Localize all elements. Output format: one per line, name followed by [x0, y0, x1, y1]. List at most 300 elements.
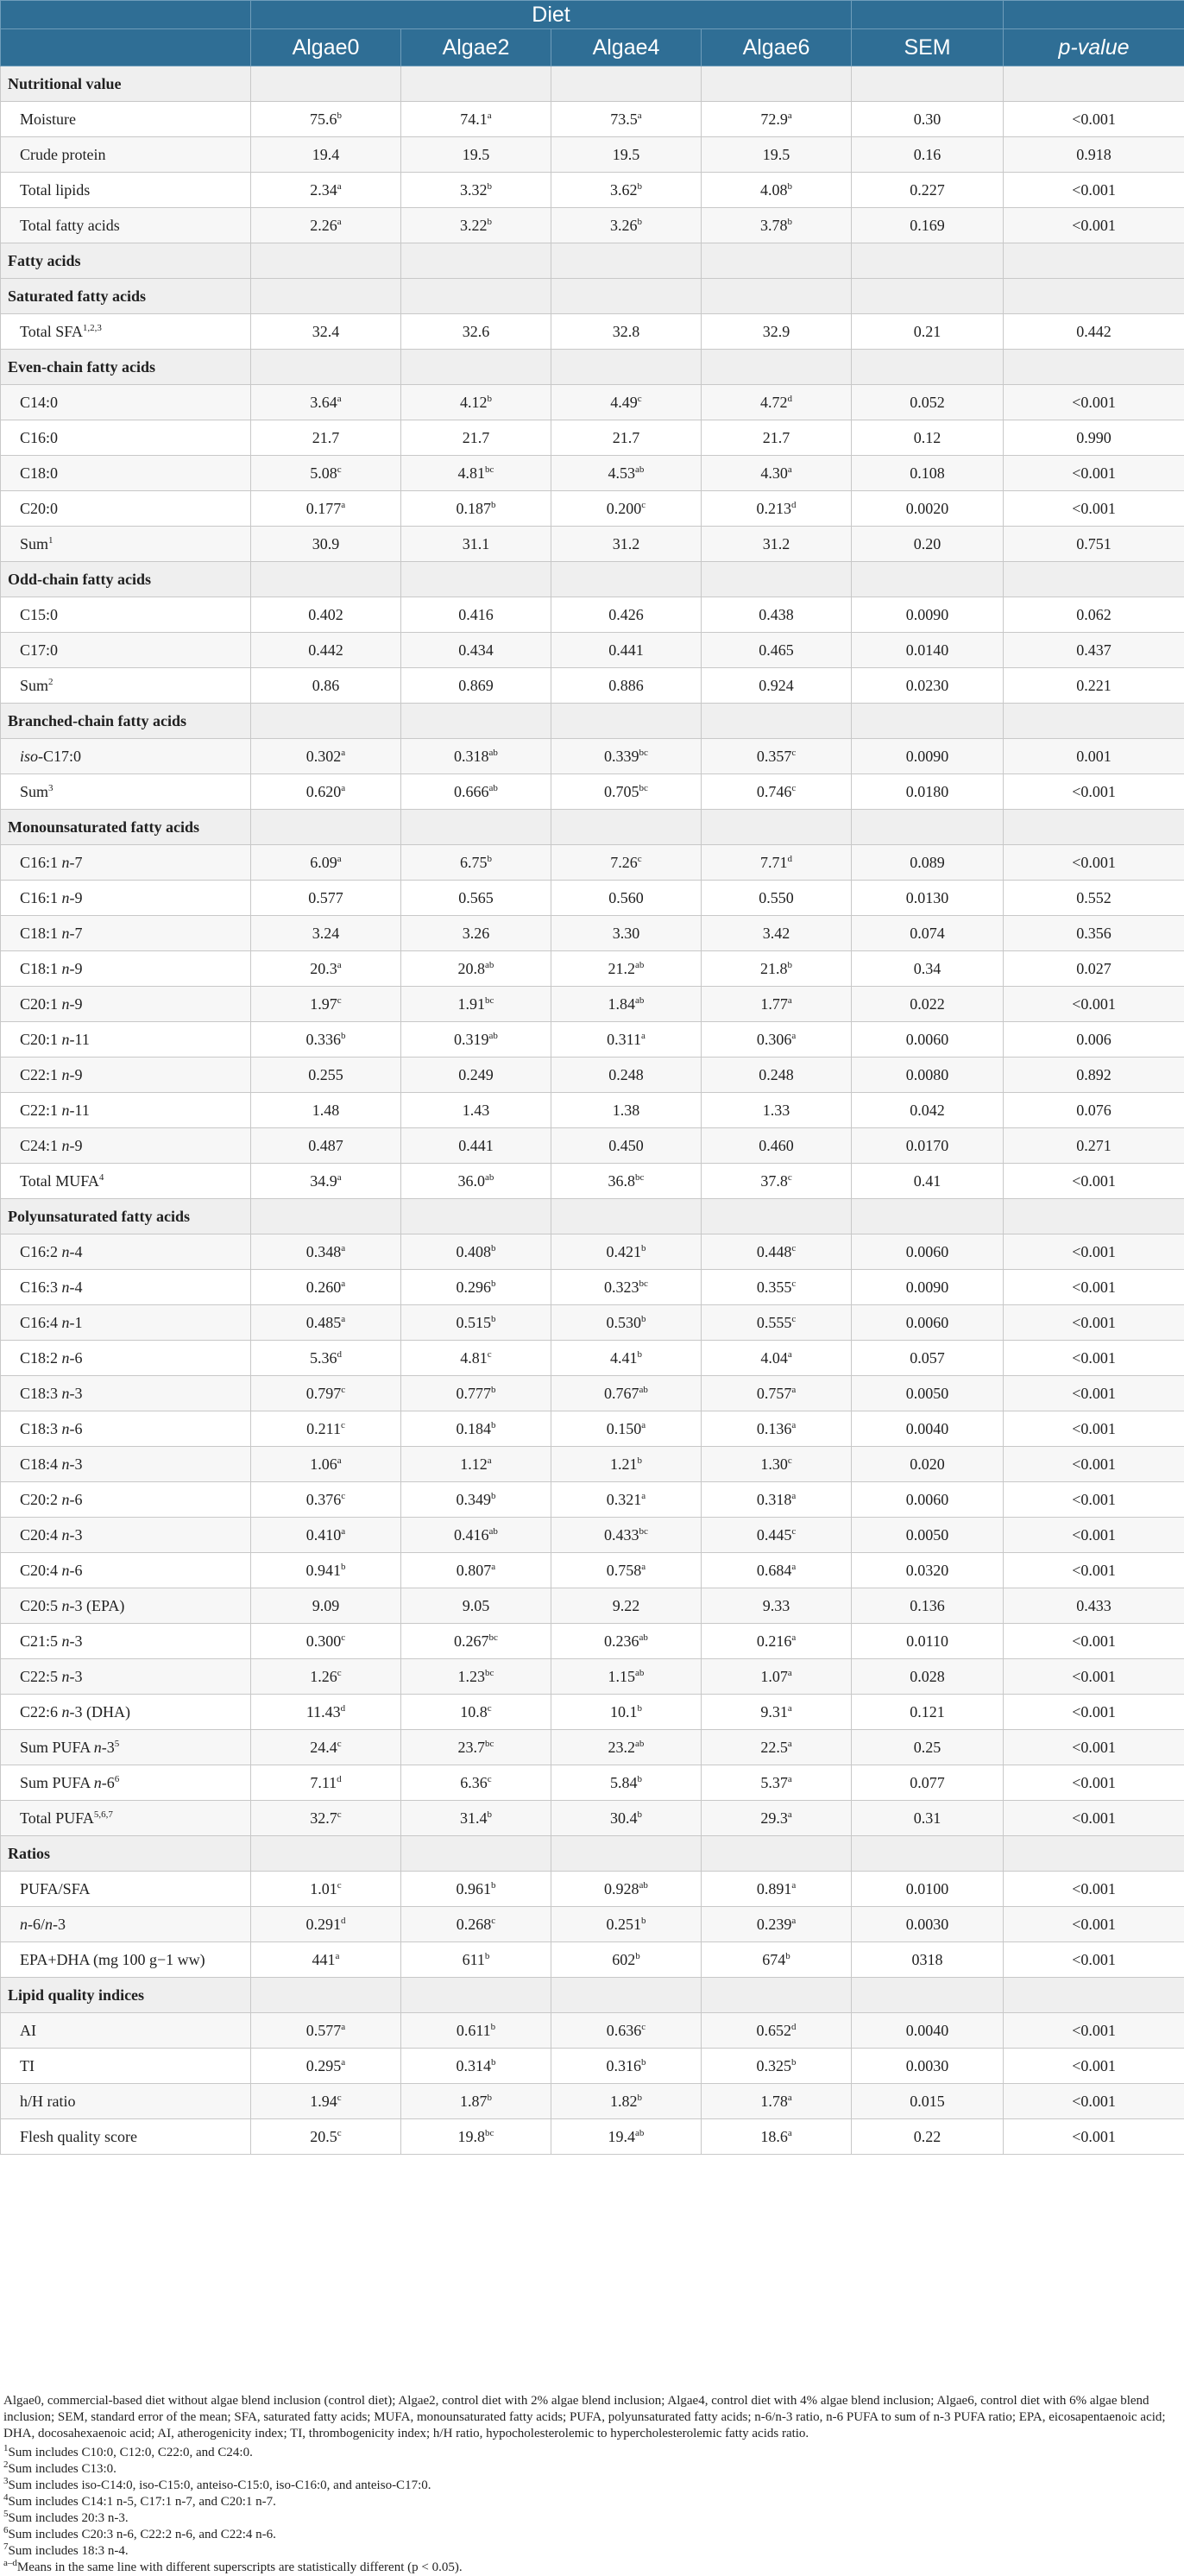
value-superscript: ab: [635, 1668, 644, 1678]
empty-cell: [1004, 1978, 1184, 2013]
value-cell: [702, 951, 852, 987]
value-cell: [401, 1093, 551, 1128]
sem-cell: [852, 1305, 1004, 1341]
value-superscript: ab: [639, 1632, 648, 1643]
p-value-text: 0.221: [1076, 677, 1112, 694]
section-title-text: Lipid quality indices: [8, 1986, 144, 2004]
value-cell: [702, 1801, 852, 1836]
footnote-abbreviations: Algae0, commercial-based diet without algae blend inclusion (control diet); Algae2, control diet with 2% algae blend inclusion; Algae4, control diet with 4% algae blend inclusion; Algae6, control diet with 6% algae blend inclusion; SEM, standard error of the mean; SFA, saturated fatty acids; MUFA, monounsaturated fatty acids; PUFA, polyunsaturated fatty acids; n-6/n-3 ratio, n-6 PUFA to sum of n-3 PUFA ratio; EPA, eicosapentaenoic acid; DHA, docosahexaenoic acid; AI, atherogenicity index; TI, thrombogenicity index; h/H ratio, hypocholesterolemic to hypercholesterolemic fatty acids ratio.: [3, 2393, 1179, 2442]
sem-text: 0.089: [910, 854, 945, 871]
p-value-text: 0.027: [1076, 960, 1112, 977]
value-text: 1.84: [608, 995, 636, 1013]
value-text: 30.4: [610, 1809, 638, 1827]
label-text: C16:1: [20, 889, 58, 906]
footnote-text: Sum includes C13:0.: [9, 2462, 117, 2476]
p-value-cell: [1004, 2049, 1184, 2084]
value-cell: [251, 456, 401, 491]
table-row: [1, 1376, 1184, 1411]
sem-text: 0.0040: [906, 2022, 949, 2039]
row-label: [1, 1942, 251, 1978]
value-superscript: a: [791, 1916, 796, 1926]
value-superscript: a: [341, 1243, 345, 1253]
table-row: [1, 951, 1184, 987]
value-text: 0.150: [607, 1420, 642, 1437]
value-superscript: ab: [489, 748, 498, 758]
sem-text: 0.30: [914, 110, 942, 128]
value-cell: [401, 916, 551, 951]
sem-text: 0318: [912, 1951, 943, 1968]
value-superscript: a: [791, 1632, 796, 1643]
value-superscript: c: [337, 1880, 342, 1891]
label-tail: -3: [102, 1739, 115, 1756]
value-superscript: c: [341, 1420, 345, 1430]
empty-cell: [551, 1978, 702, 2013]
empty-cell: [852, 1836, 1004, 1872]
section-title-text: Saturated fatty acids: [8, 287, 146, 305]
value-text: 6.09: [310, 854, 337, 871]
p-value-cell: [1004, 845, 1184, 881]
value-text: 9.09: [312, 1597, 340, 1614]
value-text: 19.4: [608, 2128, 636, 2145]
value-cell: [401, 102, 551, 137]
section-title-text: Fatty acids: [8, 252, 81, 269]
value-cell: [702, 491, 852, 527]
sem-cell: [852, 2084, 1004, 2119]
value-text: 0.869: [458, 677, 494, 694]
label-text: C18:4: [20, 1455, 58, 1473]
value-text: 0.426: [608, 606, 644, 623]
p-value-text: <0.001: [1072, 1809, 1116, 1827]
p-value-header-text: p-value: [1059, 35, 1130, 60]
value-cell: [401, 1695, 551, 1730]
value-superscript: a: [788, 995, 792, 1006]
value-superscript: b: [488, 1809, 493, 1820]
value-text: 18.6: [760, 2128, 788, 2145]
value-text: 1.12: [460, 1455, 488, 1473]
value-cell: [702, 1411, 852, 1447]
label-text: C16:3: [20, 1279, 58, 1296]
empty-cell: [1004, 279, 1184, 314]
label-text: C16:2: [20, 1243, 58, 1260]
value-text: 19.5: [613, 146, 640, 163]
value-cell: [702, 1058, 852, 1093]
value-cell: [702, 739, 852, 774]
value-superscript: d: [341, 1703, 346, 1714]
value-superscript: c: [638, 854, 642, 864]
sem-text: 0.015: [910, 2093, 945, 2110]
p-value-cell: [1004, 1411, 1184, 1447]
value-cell: [551, 173, 702, 208]
value-superscript: ab: [635, 960, 644, 970]
value-text: 3.62: [610, 181, 638, 199]
value-cell: [401, 420, 551, 456]
label-tail: -1: [70, 1314, 83, 1331]
p-value-text: 0.892: [1076, 1066, 1112, 1083]
p-value-cell: [1004, 385, 1184, 420]
sem-cell: [852, 1659, 1004, 1695]
value-text: 0.515: [457, 1314, 492, 1331]
value-cell: [551, 314, 702, 350]
table-row: [1, 774, 1184, 810]
value-superscript: a: [788, 1349, 792, 1360]
value-superscript: b: [488, 217, 493, 227]
value-text: 1.33: [763, 1102, 790, 1119]
value-text: 10.1: [610, 1703, 638, 1720]
value-cell: [702, 881, 852, 916]
section-title: [1, 1978, 251, 2013]
footnote-item: [3, 2510, 1179, 2527]
sem-cell: [852, 173, 1004, 208]
row-label: [1, 1659, 251, 1695]
value-text: 0.941: [306, 1562, 342, 1579]
value-superscript: a: [341, 2022, 345, 2032]
value-text: 20.5: [310, 2128, 337, 2145]
value-superscript: c: [337, 995, 342, 1006]
value-cell: [551, 1341, 702, 1376]
p-value-text: <0.001: [1072, 181, 1116, 199]
value-text: 6.75: [460, 854, 488, 871]
value-text: 19.5: [463, 146, 490, 163]
value-cell: [251, 1659, 401, 1695]
value-superscript: a: [641, 1562, 646, 1572]
label-text: Sum: [20, 783, 48, 800]
empty-cell: [551, 66, 702, 102]
section-row: [1, 704, 1184, 739]
value-text: 0.402: [308, 606, 343, 623]
row-label: [1, 1624, 251, 1659]
value-text: 0.620: [306, 783, 342, 800]
p-value-text: <0.001: [1072, 500, 1116, 517]
sem-cell: [852, 1765, 1004, 1801]
sem-text: 0.0030: [906, 1916, 949, 1933]
value-cell: [702, 2119, 852, 2155]
value-text: 1.78: [760, 2093, 788, 2110]
value-text: 5.36: [310, 1349, 337, 1367]
label-tail: -9: [70, 960, 83, 977]
empty-cell: [251, 243, 401, 279]
value-text: 24.4: [310, 1739, 337, 1756]
empty-cell: [1004, 243, 1184, 279]
value-text: 7.26: [610, 854, 638, 871]
label-text: h/H ratio: [20, 2093, 76, 2110]
value-superscript: b: [485, 1951, 490, 1961]
empty-cell: [852, 1978, 1004, 2013]
label-italic-n: n: [62, 960, 70, 977]
footnote-text: Sum includes C14:1 n-5, C17:1 n-7, and C20:1 n-7.: [9, 2495, 276, 2509]
value-cell: [251, 1765, 401, 1801]
value-cell: [401, 314, 551, 350]
sem-cell: [852, 1128, 1004, 1164]
table-row: [1, 1624, 1184, 1659]
value-text: 19.5: [763, 146, 790, 163]
p-value-cell: [1004, 2013, 1184, 2049]
value-text: 0.267: [454, 1632, 489, 1650]
value-cell: [702, 137, 852, 173]
value-cell: [551, 1058, 702, 1093]
p-value-text: <0.001: [1072, 1632, 1116, 1650]
value-text: 0.705: [604, 783, 639, 800]
label-text: EPA+DHA (mg 100 g−1 ww): [20, 1951, 205, 1968]
value-text: 0.318: [757, 1491, 792, 1508]
p-value-text: <0.001: [1072, 1420, 1116, 1437]
value-cell: [551, 2013, 702, 2049]
value-cell: [401, 987, 551, 1022]
table-row: [1, 1128, 1184, 1164]
label-text: C18:1: [20, 925, 58, 942]
value-superscript: bc: [485, 464, 494, 475]
empty-cell: [401, 562, 551, 597]
empty-cell: [551, 350, 702, 385]
label-italic-n: n: [62, 1279, 70, 1296]
p-value-text: 0.552: [1076, 889, 1112, 906]
value-text: 0.336: [306, 1031, 342, 1048]
value-superscript: b: [791, 2057, 797, 2068]
p-value-text: <0.001: [1072, 2022, 1116, 2039]
p-value-cell: [1004, 527, 1184, 562]
sem-text: 0.20: [914, 535, 942, 552]
value-cell: [401, 739, 551, 774]
p-value-text: 0.990: [1076, 429, 1112, 446]
value-text: 441: [312, 1951, 336, 1968]
footnote-mark: 3: [3, 2476, 9, 2486]
value-superscript: ab: [635, 464, 644, 475]
label-text: Total lipids: [20, 181, 90, 199]
section-title-text: Ratios: [8, 1845, 50, 1862]
value-superscript: bc: [639, 783, 648, 793]
row-label: [1, 881, 251, 916]
value-text: 5.84: [610, 1774, 638, 1791]
value-cell: [401, 137, 551, 173]
section-row: [1, 1199, 1184, 1234]
label-italic-n: n: [45, 1916, 53, 1933]
p-value-text: <0.001: [1072, 1491, 1116, 1508]
value-cell: [251, 1482, 401, 1518]
value-superscript: c: [488, 1349, 492, 1360]
value-text: 10.8: [460, 1703, 488, 1720]
value-cell: [401, 2049, 551, 2084]
label-text: Crude protein: [20, 146, 105, 163]
row-label: [1, 2049, 251, 2084]
section-title-text: Polyunsaturated fatty acids: [8, 1208, 190, 1225]
header-empty-cell: [1, 1, 251, 29]
value-superscript: c: [337, 464, 342, 475]
p-value-text: 0.006: [1076, 1031, 1112, 1048]
value-text: 0.268: [457, 1916, 492, 1933]
row-label: [1, 1058, 251, 1093]
value-text: 0.239: [757, 1916, 792, 1933]
label-tail: -6: [70, 1349, 83, 1367]
value-text: 0.211: [306, 1420, 341, 1437]
p-value-cell: [1004, 173, 1184, 208]
value-cell: [401, 1942, 551, 1978]
row-label: [1, 1588, 251, 1624]
p-value-cell: [1004, 1624, 1184, 1659]
value-text: 0.465: [759, 641, 794, 659]
label-text: Sum PUFA: [20, 1739, 90, 1756]
value-cell: [702, 2084, 852, 2119]
label-tail: -9: [70, 1066, 83, 1083]
value-cell: [551, 1659, 702, 1695]
value-text: 0.442: [308, 641, 343, 659]
value-superscript: c: [791, 1526, 796, 1537]
value-cell: [251, 1588, 401, 1624]
p-value-text: <0.001: [1072, 217, 1116, 234]
row-label: [1, 491, 251, 527]
label-tail: -3: [53, 1916, 66, 1933]
value-text: 32.9: [763, 323, 790, 340]
sem-cell: [852, 491, 1004, 527]
value-text: 1.91: [458, 995, 486, 1013]
value-cell: [401, 1058, 551, 1093]
value-text: 0.302: [306, 748, 342, 765]
value-cell: [401, 1553, 551, 1588]
label-tail: -6: [102, 1774, 115, 1791]
label-text: C24:1: [20, 1137, 58, 1154]
sem-cell: [852, 2049, 1004, 2084]
value-cell: [551, 137, 702, 173]
value-cell: [702, 1518, 852, 1553]
p-value-text: 0.437: [1076, 641, 1112, 659]
sem-cell: [852, 668, 1004, 704]
table-row: [1, 1234, 1184, 1270]
label-tail: -9: [70, 1137, 83, 1154]
p-value-text: <0.001: [1072, 1562, 1116, 1579]
p-value-cell: [1004, 633, 1184, 668]
label-tail: -11: [70, 1031, 90, 1048]
value-text: 0.249: [458, 1066, 494, 1083]
value-cell: [401, 1659, 551, 1695]
table-row: [1, 1093, 1184, 1128]
sem-text: 0.227: [910, 181, 945, 199]
value-text: 0.746: [757, 783, 792, 800]
value-text: 0.767: [604, 1385, 639, 1402]
table-row: [1, 527, 1184, 562]
value-superscript: c: [337, 1739, 342, 1749]
value-cell: [702, 1907, 852, 1942]
p-value-cell: [1004, 1801, 1184, 1836]
value-text: 0.213: [757, 500, 792, 517]
row-label: [1, 951, 251, 987]
sem-text: 0.16: [914, 146, 942, 163]
footnote-text: Sum includes C10:0, C12:0, C22:0, and C24:0.: [9, 2446, 253, 2459]
value-text: 4.81: [460, 1349, 488, 1367]
label-italic-n: n: [62, 1066, 70, 1083]
section-row: [1, 562, 1184, 597]
value-text: 0.758: [607, 1562, 642, 1579]
value-cell: [251, 1447, 401, 1482]
header-row-columns: [1, 29, 1184, 66]
p-value-cell: [1004, 1234, 1184, 1270]
empty-cell: [1004, 350, 1184, 385]
sem-text: 0.0100: [906, 1880, 949, 1897]
row-label: [1, 1872, 251, 1907]
value-text: 0.311: [607, 1031, 641, 1048]
value-cell: [702, 1022, 852, 1058]
label-italic-n: n: [62, 1385, 70, 1402]
section-title: [1, 1836, 251, 1872]
sem-text: 0.0130: [906, 889, 949, 906]
label-tail: -3: [70, 1385, 83, 1402]
section-title: [1, 350, 251, 385]
empty-cell: [1004, 66, 1184, 102]
value-text: 1.87: [460, 2093, 488, 2110]
section-row: [1, 350, 1184, 385]
value-cell: [551, 2049, 702, 2084]
sem-text: 0.41: [914, 1172, 942, 1190]
label-tail: -3 (EPA): [70, 1597, 125, 1614]
table-row: [1, 1801, 1184, 1836]
value-text: 0.450: [608, 1137, 644, 1154]
value-text: 602: [612, 1951, 635, 1968]
sem-cell: [852, 987, 1004, 1022]
value-cell: [401, 173, 551, 208]
value-text: 4.49: [610, 394, 638, 411]
value-cell: [251, 1164, 401, 1199]
value-superscript: b: [635, 1951, 640, 1961]
section-title-text: Nutritional value: [8, 75, 122, 92]
value-text: 0.485: [306, 1314, 342, 1331]
p-value-text: <0.001: [1072, 1385, 1116, 1402]
value-superscript: d: [337, 1774, 342, 1784]
label-text: C21:5: [20, 1632, 58, 1650]
value-superscript: ab: [635, 2128, 644, 2138]
value-cell: [251, 1234, 401, 1270]
value-superscript: a: [638, 110, 642, 121]
value-superscript: bc: [489, 1632, 498, 1643]
value-cell: [401, 491, 551, 527]
footnote-list: [3, 2445, 1179, 2576]
table-row: [1, 314, 1184, 350]
sem-cell: [852, 456, 1004, 491]
value-cell: [251, 1341, 401, 1376]
value-text: 21.7: [613, 429, 640, 446]
value-text: 0.438: [759, 606, 794, 623]
empty-cell: [401, 350, 551, 385]
value-cell: [401, 2119, 551, 2155]
value-cell: [251, 845, 401, 881]
value-text: 0.376: [306, 1491, 342, 1508]
sem-cell: [852, 597, 1004, 633]
value-text: 611: [463, 1951, 485, 1968]
value-text: 0.757: [757, 1385, 792, 1402]
label-italic-n: n: [62, 995, 70, 1013]
p-value-text: <0.001: [1072, 1703, 1116, 1720]
footnote-item: [3, 2494, 1179, 2510]
empty-cell: [1004, 562, 1184, 597]
p-value-cell: [1004, 774, 1184, 810]
value-cell: [401, 1801, 551, 1836]
value-superscript: b: [641, 2057, 646, 2068]
value-superscript: b: [638, 2093, 643, 2103]
sem-cell: [852, 1801, 1004, 1836]
sem-text: 0.34: [914, 960, 942, 977]
value-superscript: b: [491, 1385, 496, 1395]
row-label: [1, 1305, 251, 1341]
p-value-cell: [1004, 1482, 1184, 1518]
value-superscript: b: [491, 1880, 496, 1891]
value-text: 0.807: [457, 1562, 492, 1579]
label-italic-n: n: [62, 1668, 70, 1685]
value-superscript: c: [788, 1172, 792, 1183]
empty-cell: [401, 1836, 551, 1872]
p-value-cell: [1004, 2084, 1184, 2119]
value-superscript: a: [788, 1774, 792, 1784]
value-cell: [702, 456, 852, 491]
sem-cell: [852, 1624, 1004, 1659]
label-text: C18:3: [20, 1385, 58, 1402]
sem-cell: [852, 1695, 1004, 1730]
footnote-mark: 4: [3, 2492, 9, 2503]
